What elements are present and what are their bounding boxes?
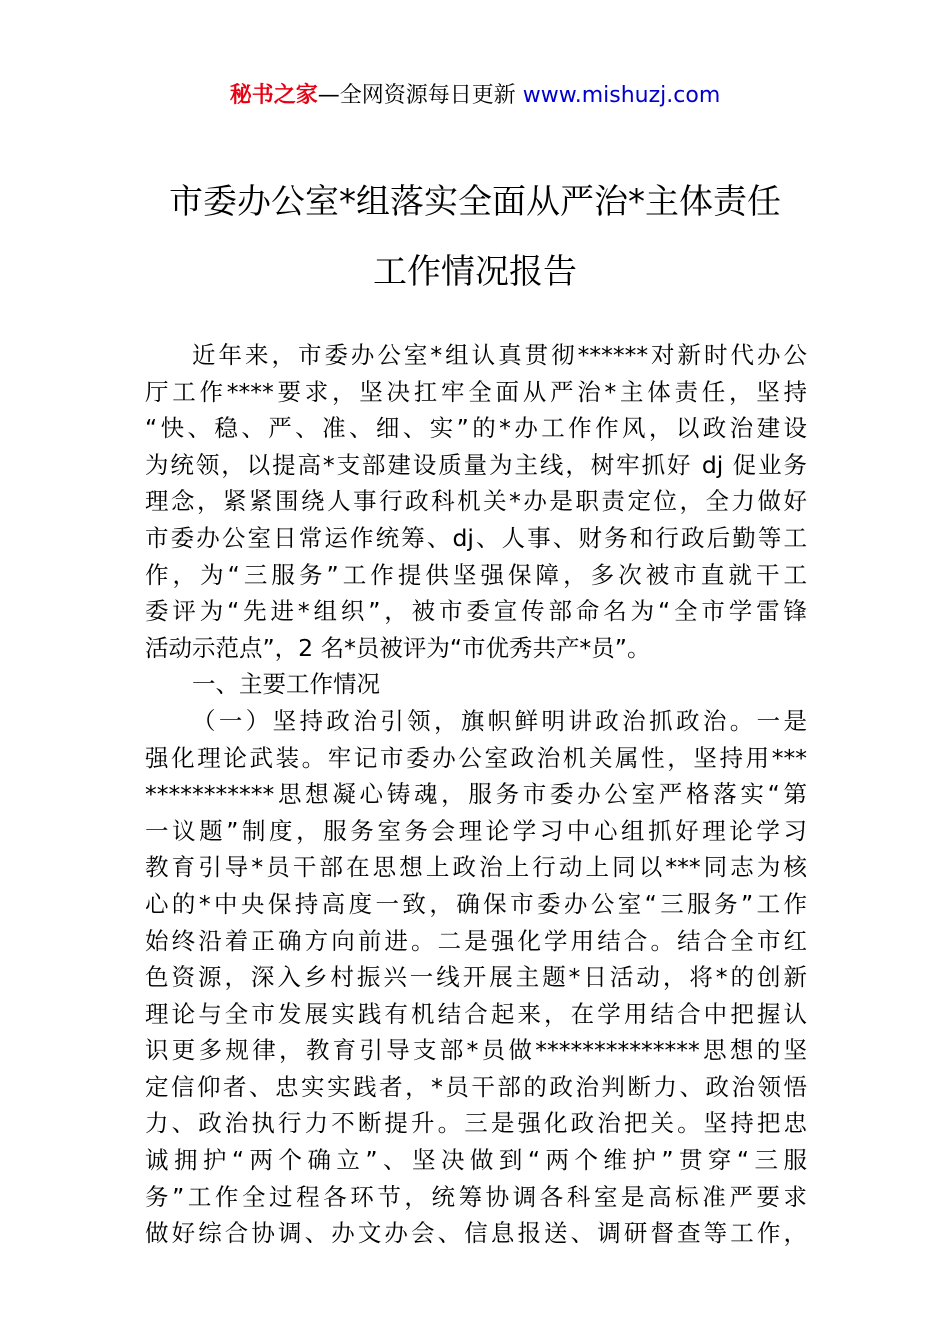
body-line: 一议题”制度，服务室务会理论学习中心组抓好理论学习 [145,816,807,845]
document-body [145,337,807,1252]
body-line: 厅工作****要求，坚决扛牢全面从严治*主体责任，坚持 [145,377,807,406]
body-line: 识更多规律，教育引导支部*员做**************思想的坚 [145,1036,807,1065]
body-line: 定信仰者、忠实实践者，*员干部的政治判断力、政治领悟 [145,1072,807,1101]
site-url-link[interactable]: www.mishuzj.com [522,83,721,108]
body-line: 心的*中央保持高度一致，确保市委办公室“三服务”工作 [145,889,807,918]
body-line: 力、政治执行力不断提升。三是强化政治把关。坚持把忠 [145,1109,807,1138]
body-line: 活动示范点”，2 名*员被评为“市优秀共产*员”。 [145,633,651,662]
body-line: 诚拥护“两个确立”、坚决做到“两个维护”贯穿“三服 [145,1146,807,1175]
body-line: 理念，紧紧围绕人事行政科机关*办是职责定位，全力做好 [145,487,807,516]
document-title-line-2: 工作情况报告 [373,252,577,292]
site-brand: 秘书之家 [229,83,318,108]
section-heading: 一、主要工作情况 [192,670,380,699]
site-tagline: —全网资源每日更新 [317,83,516,108]
body-line: （一）坚持政治引领，旗帜鲜明讲政治抓政治。一是 [192,706,807,735]
body-line: 理论与全市发展实践有机结合起来，在学用结合中把握认 [145,999,807,1028]
body-line: 强化理论武装。牢记市委办公室政治机关属性，坚持用*** [145,743,807,772]
body-line: 教育引导*员干部在思想上政治上行动上同以***同志为核 [145,853,807,882]
body-line: ***********思想凝心铸魂，服务市委办公室严格落实“第 [145,780,807,809]
body-line: 委评为“先进*组织”，被市委宣传部命名为“全市学雷锋 [145,597,807,626]
body-line: 近年来，市委办公室*组认真贯彻******对新时代办公 [192,341,807,369]
body-line: 务”工作全过程各环节，统筹协调各科室是高标准严要求 [145,1182,807,1211]
body-line: 市委办公室日常运作统筹、dj、人事、财务和行政后勤等工 [145,523,807,552]
site-header [0,80,950,112]
document-title-line-1: 市委办公室*组落实全面从严治*主体责任 [169,182,781,222]
body-line: 始终沿着正确方向前进。二是强化学用结合。结合全市红 [145,926,807,955]
body-line: 作，为“三服务”工作提供坚强保障，多次被市直就干工 [145,560,807,589]
body-line: 色资源，深入乡村振兴一线开展主题*日活动，将*的创新 [145,963,807,992]
body-line: 做好综合协调、办文办会、信息报送、调研督查等工作， [145,1219,807,1248]
body-line: 为统领，以提高*支部建设质量为主线，树牢抓好 dj 促业务 [145,450,807,479]
body-line: “快、稳、严、准、细、实”的*办工作作风，以政治建设 [145,414,807,443]
